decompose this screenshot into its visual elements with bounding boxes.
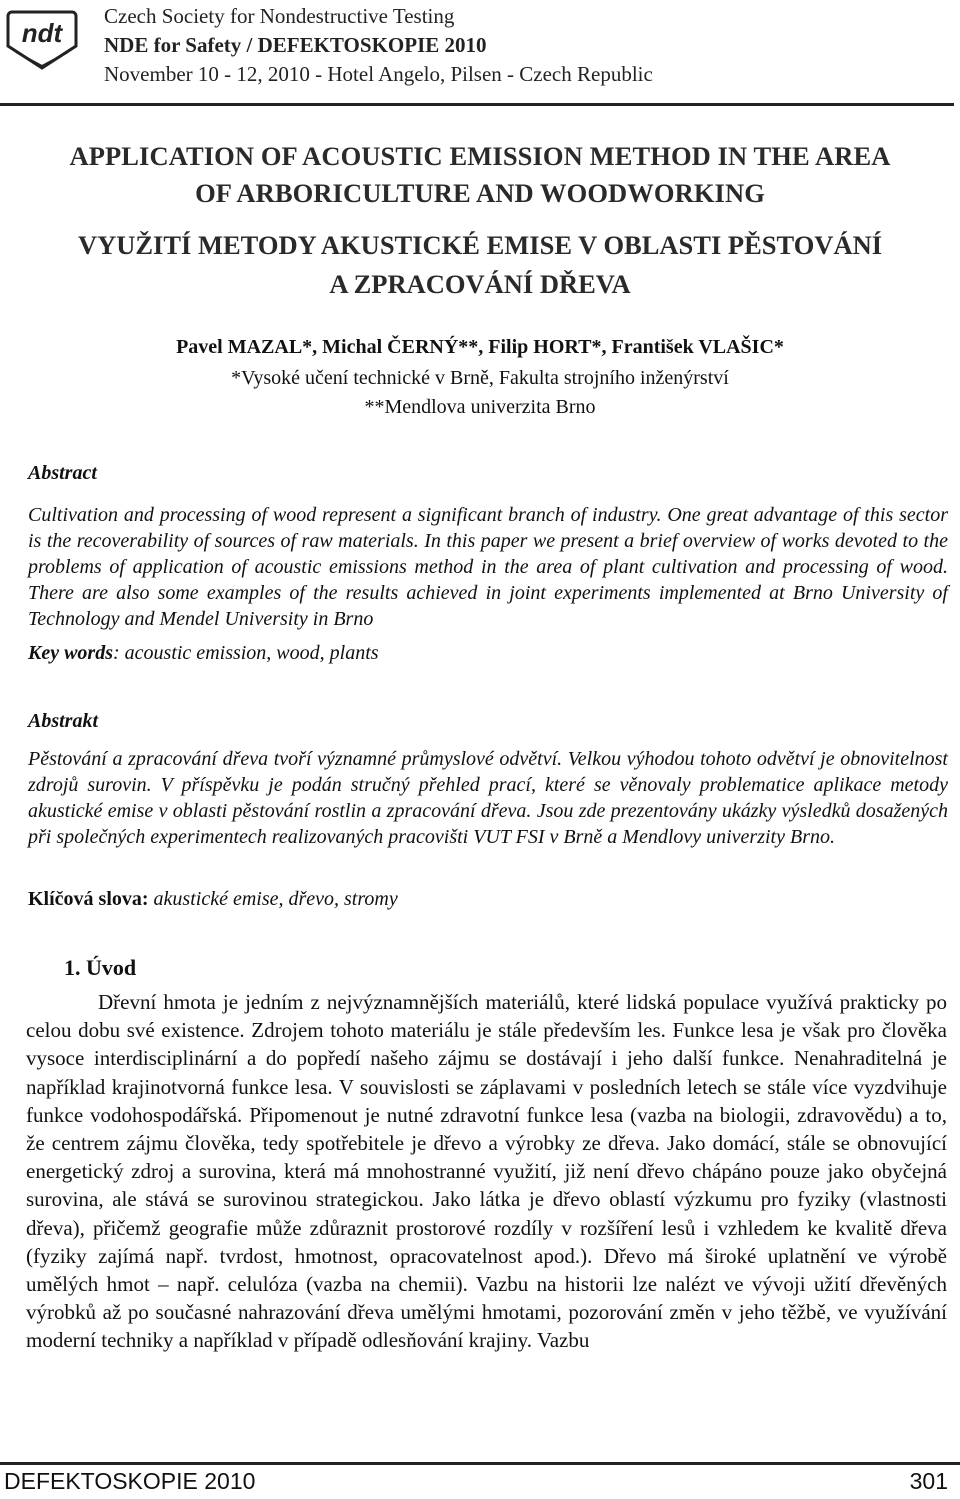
page-header — [0, 0, 960, 110]
date-venue: November 10 - 12, 2010 - Hotel Angelo, Pilsen - Czech Republic — [104, 62, 653, 86]
footer-divider — [0, 1462, 960, 1465]
klicova-slova-label: Klíčová slova: — [28, 888, 149, 910]
keywords-value: : acoustic emission, wood, plants — [113, 642, 379, 664]
authors: Pavel MAZAL*, Michal ČERNÝ**, Filip HORT*, František VLAŠIC* — [176, 336, 784, 358]
abstrakt-text: Pěstování a zpracování dřeva tvoří významné průmyslové odvětví. Velkou výhodou tohoto odvětví je obnovitelnost zdrojů surovin. V příspěvku je podán stručný přehled prací, které se věnovaly problematice aplikace metody akustické emise v oblasti pěstování rostlin a zpracování dřeva. Jsou zde prezentovány ukázky výsledků dosažených při společných experimentech realizovaných pracovišti VUT FSI v Brně a Mendlovy univerzity Brno. — [28, 748, 948, 848]
section-body — [26, 988, 947, 1355]
conference-name: NDE for Safety / DEFEKTOSKOPIE 2010 — [104, 33, 487, 57]
title-cz-line2: A ZPRACOVÁNÍ DŘEVA — [329, 269, 631, 299]
logo-text: ndt — [21, 18, 63, 48]
title-czech — [0, 226, 960, 304]
klicova-slova-value: akustické emise, dřevo, stromy — [148, 888, 398, 910]
affiliation-1: *Vysoké učení technické v Brně, Fakulta strojního inženýrství — [231, 367, 729, 389]
section-title: 1. Úvod — [64, 955, 137, 980]
keywords — [28, 642, 948, 665]
abstrakt-heading — [28, 710, 948, 733]
title-cz-line1: VYUŽITÍ METODY AKUSTICKÉ EMISE V OBLASTI PĚSTOVÁNÍ — [77, 230, 883, 260]
abstract-text: Cultivation and processing of wood represent a significant branch of industry. One great advantage of this sector is the recoverability of sources of raw materials. In this paper we present a brief overview of works devoted to the problems of application of acoustic emissions method in the area of plant cultivation and processing of wood. There are also some examples of the results achieved in joint experiments implemented at Brno University of Technology and Mendel University in Brno — [28, 504, 948, 630]
title-en-line2: OF ARBORICULTURE AND WOODWORKING — [195, 178, 765, 208]
keywords-label: Key words — [28, 642, 113, 664]
affiliation-2: **Mendlova univerzita Brno — [364, 396, 596, 418]
abstract-heading — [28, 462, 948, 485]
ndt-logo — [4, 6, 80, 72]
section-body-text: Dřevní hmota je jedním z nejvýznamnějších materiálů, které lidská populace využívá prakticky po celou dobu své existence. Zdrojem tohoto materiálu je stále především les. Funkce lesa je však pro člověka vysoce interdisciplinární a do popředí našeho zájmu se dostávají i jeho další funkce. Nenahraditelná je například krajinotvorná funkce lesa. V souvislosti se záplavami v posledních letech se stále více vyzdvihuje funkce vodohospodářská. Připomenout je nutné zdravotní funkce lesa (vazba na biologii, zdravovědu) a to, že centrem zájmu člověka, tedy spotřebitele je dřevo a výrobky ze dřeva. Jako domácí, stále se obnovující energetický zdroj a surovina, která má mnohostranné využití, již není dřevo chápáno pouze jako obyčejná surovina, ale stává se surovinou strategickou. Jako látka je dřevo oblastí výzkumu pro fyziky (vlastnosti dřeva), přičemž geografie může zdůraznit prostorové rozdíly v rozšíření lesů i vzhledem ke kvalitě dřeva (fyziky zajímá např. tvrdost, hmotnost, opracovatelnost apod.). Dřevo má široké uplatnění ve výrobě umělých hmot – např. celulóza (vazba na chemii). Vazbu na historii lze nalézt ve vývoji užití dřevěných výrobků až po současné nahrazování dřeva umělými hmotami, pozorování změn v jeho těžbě, ve využívání moderní techniky a například v případě odlesňování krajiny. Vazbu — [26, 990, 947, 1353]
header-text — [104, 2, 653, 89]
society-name: Czech Society for Nondestructive Testing — [104, 4, 455, 28]
title-english — [0, 138, 960, 212]
abstract-heading-text: Abstract — [28, 462, 97, 484]
abstrakt-heading-text: Abstrakt — [28, 710, 99, 732]
footer-journal: DEFEKTOSKOPIE 2010 — [4, 1468, 256, 1494]
page-number: 301 — [909, 1468, 948, 1494]
title-en-line1: APPLICATION OF ACOUSTIC EMISSION METHOD IN THE AREA — [69, 141, 891, 171]
klicova-slova — [28, 888, 948, 911]
header-divider — [0, 103, 954, 106]
